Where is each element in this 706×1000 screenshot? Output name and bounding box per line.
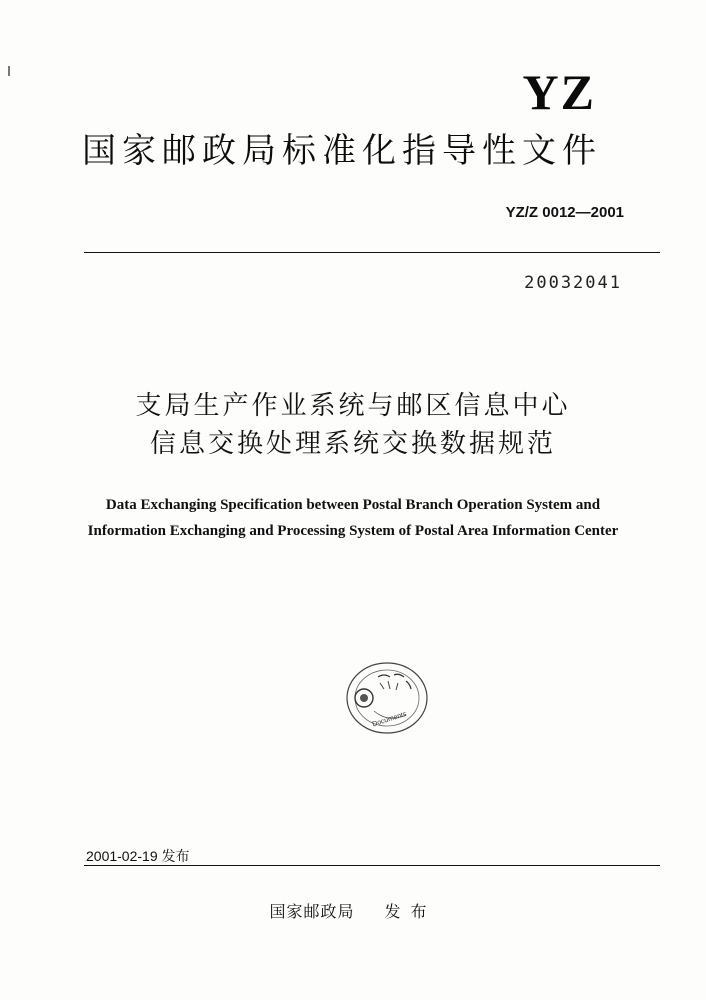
issue-date: 2001-02-19 发布 <box>86 848 190 864</box>
yz-standard-logo: YZ <box>522 64 596 120</box>
seal-text: Documents <box>371 710 408 729</box>
document-number: YZ/Z 0012—2001 <box>505 204 624 221</box>
chinese-title-line-1: 支局生产作业系统与邮区信息中心 <box>135 391 571 421</box>
top-divider-line <box>84 252 660 253</box>
scan-artifact-mark <box>8 66 10 76</box>
issuer-action: 发布 <box>384 902 437 921</box>
english-title-line-2: Information Exchanging and Processing System of Postal Area Information Center <box>87 523 619 539</box>
issuer-block <box>0 900 706 924</box>
issuer-organization: 国家邮政局 <box>269 902 355 921</box>
archive-number-stamp: 20032041 <box>524 273 622 293</box>
chinese-title-line-2: 信息交换处理系统交换数据规范 <box>149 429 556 459</box>
library-seal-icon <box>344 661 430 735</box>
english-title-line-1: Data Exchanging Specification between Postal Branch Operation System and <box>105 497 601 513</box>
document-category-title: 国家邮政局标准化指导性文件 <box>82 131 602 171</box>
bottom-divider-line <box>84 865 660 866</box>
